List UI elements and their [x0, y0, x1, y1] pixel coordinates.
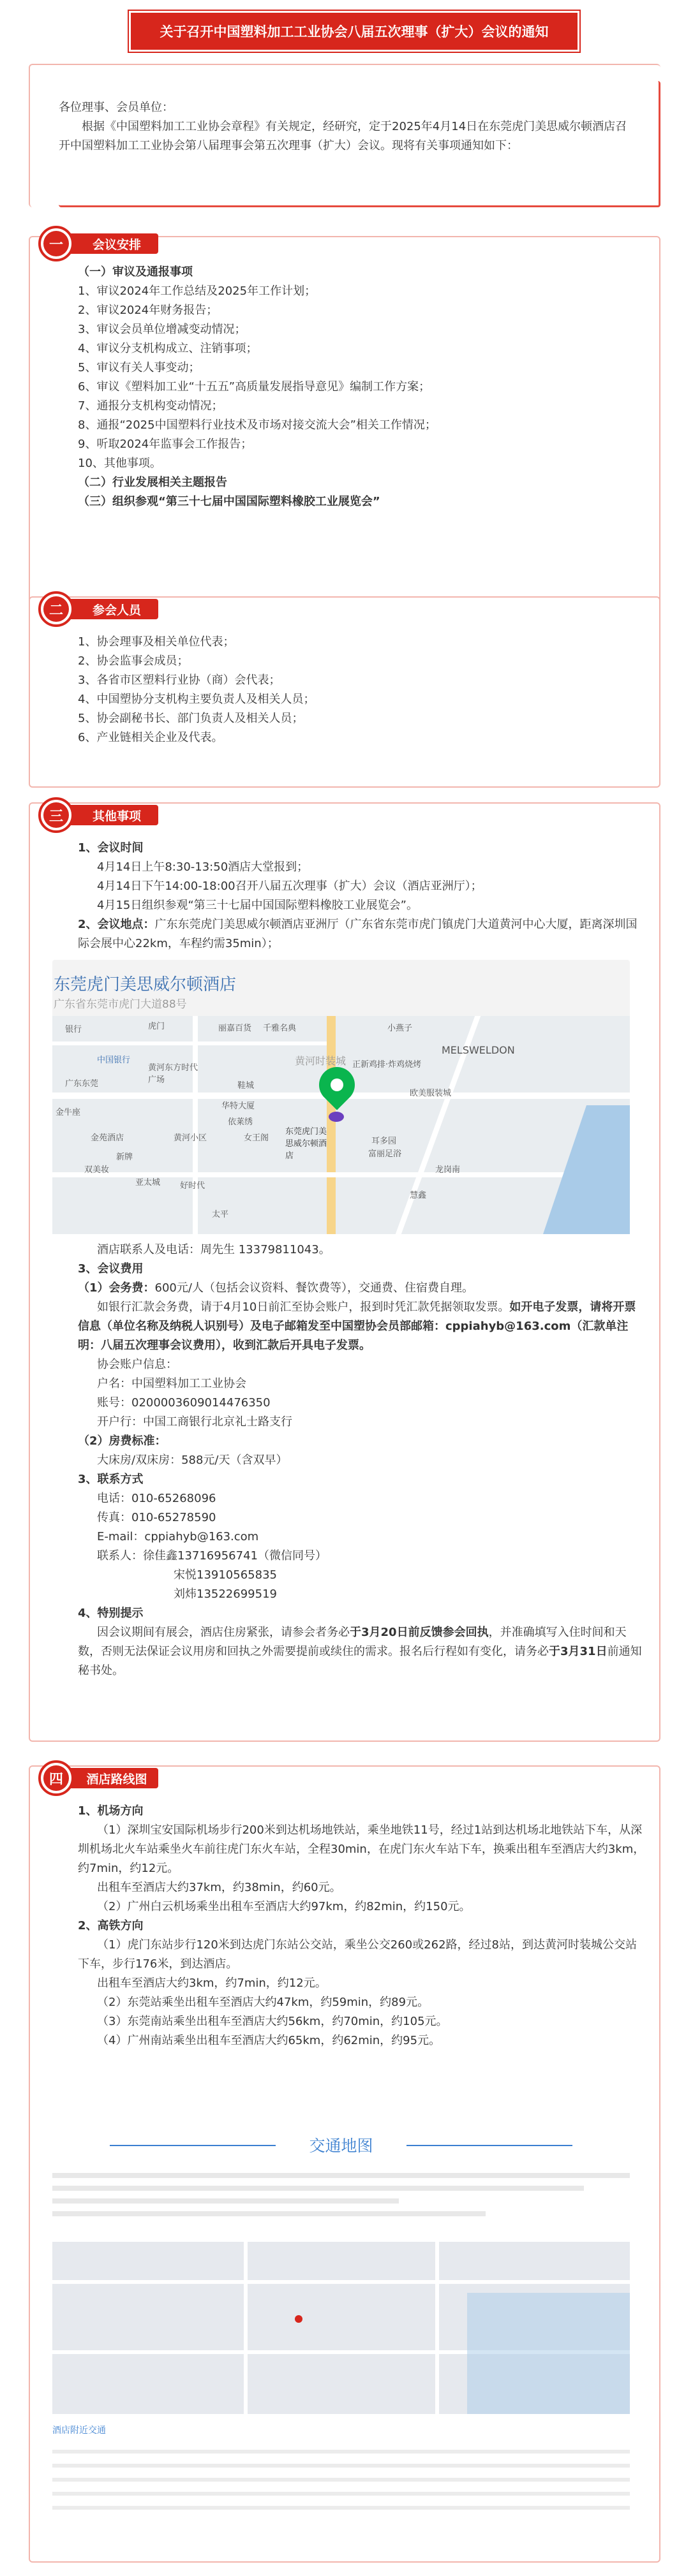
list-item: 1、协会理事及相关单位代表；: [78, 635, 235, 649]
map-poi: 新牌: [116, 1152, 133, 1162]
traffic-table: [52, 2440, 630, 2542]
page-title: 关于召开中国塑料加工工业协会八届五次理事（扩大）会议的通知: [131, 13, 578, 50]
room-heading: （2）房费标准：: [78, 1434, 167, 1448]
account-title: 协会账户信息：: [97, 1358, 177, 1371]
map-address: 广东省东莞市虎门大道88号: [54, 998, 187, 1011]
traffic-map-title: 交通地图: [309, 2137, 373, 2155]
hotel-contact: 酒店联系人及电话：周先生 13379811043。: [97, 1243, 331, 1256]
map-marker-icon: [295, 2315, 302, 2323]
map-poi: 好时代: [180, 1181, 205, 1191]
account-name: 户名：中国塑料加工工业协会: [97, 1377, 246, 1390]
route-item: （1）虎门东站步行120米到达虎门东站公交站，乘坐公交260或262路，经过8站，到达黄河时装城公交站下车，步行176米，到达酒店。: [78, 1938, 637, 1971]
section-other-matters: [29, 802, 660, 1742]
contact-person: 刘炜13522699519: [174, 1587, 277, 1601]
route-item: （4）广州南站乘坐出租车至酒店大约65km，约62min，约95元。: [97, 2034, 441, 2047]
section-attendees: [29, 596, 660, 788]
remit-info: 如银行汇款会务费，请于4月10日前汇至协会账户，报到时凭汇款凭据领取发票。如开电子发票，请将开票信息（单位名称及纳税人识别号）及电子邮箱发至中国塑协会员部邮箱：cppiahyb@163.com（汇款单注明：八届五次理事会议费用），收到汇款后开具电子发票。: [78, 1300, 636, 1352]
section-4-header: [38, 1765, 179, 1791]
map-poi: 东莞虎门美思威尔顿酒店: [285, 1127, 327, 1161]
sub-heading: 3、会议费用: [78, 1262, 144, 1276]
account-number: 账号：0200003609014476350: [97, 1396, 271, 1409]
list-item: 1、审议2024年工作总结及2025年工作计划；: [78, 284, 317, 298]
route-item: 出租车至酒店大约3km，约7min，约12元。: [97, 1976, 327, 1990]
section-number-badge: 三: [38, 797, 74, 833]
list-item: 7、通报分支机构变动情况；: [78, 399, 223, 413]
section-3-header: [38, 802, 179, 828]
email[interactable]: E-mail：cppiahyb@163.com: [97, 1530, 259, 1543]
map-hotel-name: 东莞虎门美思威尔顿酒店: [54, 975, 237, 994]
intro-card: [29, 64, 660, 207]
map-poi: 鞋城: [237, 1081, 255, 1091]
route-item: （2）东莞站乘坐出租车至酒店大约47km，约59min，约89元。: [97, 1996, 429, 2009]
map-tiles: [52, 1016, 630, 1234]
section-label: 酒店路线图: [63, 1768, 158, 1788]
list-item: 2、协会监事会成员；: [78, 654, 189, 668]
sub-heading: 4、特别提示: [78, 1607, 144, 1620]
sub-heading: （一）审议及通报事项: [78, 265, 193, 279]
sub-heading: （二）行业发展相关主题报告: [78, 476, 227, 489]
time-item: 4月15日组织参观“第三十七届中国国际塑料橡胶工业展览会”。: [97, 899, 419, 912]
map-poi: 虎门: [148, 1022, 165, 1031]
map-poi: MELSWELDON: [442, 1044, 515, 1056]
section-number-badge: 四: [38, 1760, 74, 1796]
list-item: 2、审议2024年财务报告；: [78, 304, 218, 317]
route-item: 出租车至酒店大约37km，约38min，约60元。: [97, 1881, 341, 1894]
fax: 传真：010-65278590: [97, 1511, 216, 1524]
map-poi: 银行: [65, 1025, 82, 1034]
telephone: 电话：010-65268096: [97, 1492, 216, 1505]
list-item: 6、产业链相关企业及代表。: [78, 731, 223, 744]
section-hotel-route: [29, 1765, 660, 2563]
room-rate: 大床房/双床房：588元/天（含双早）: [97, 1454, 288, 1467]
section-label: 会议安排: [63, 233, 158, 254]
list-item: 5、审议有关人事变动；: [78, 361, 200, 374]
map-poi: 女王阁: [244, 1133, 269, 1143]
section-number-badge: 二: [38, 591, 74, 627]
list-item: 6、审议《塑料加工业“十五五”高质量发展指导意见》编制工作方案；: [78, 380, 431, 394]
sub-heading: 1、机场方向: [78, 1804, 144, 1818]
section-meeting-arrangement: [29, 236, 660, 631]
map-poi: 亚太城: [135, 1178, 161, 1188]
map-poi: 黄河小区: [174, 1133, 207, 1143]
map-poi: 耳多园: [371, 1137, 397, 1146]
map-poi: 金牛座: [56, 1108, 81, 1117]
intro-body: 根据《中国塑料加工工业协会章程》有关规定，经研究，定于2025年4月14日在东莞虎门美思威尔顿酒店召开中国塑料加工工业协会第八届理事会第五次理事（扩大）会议。现将有关事项通知如下：: [59, 120, 627, 152]
map-poi: 双美妆: [84, 1165, 110, 1175]
sub-heading: 3、联系方式: [78, 1473, 144, 1486]
map-poi: 慧鑫: [410, 1191, 427, 1200]
list-item: 9、听取2024年监事会工作报告；: [78, 438, 253, 451]
venue: 2、会议地点：广东东莞虎门美思威尔顿酒店亚洲厅（广东省东莞市虎门镇虎门大道黄河中心大厦，距离深圳国际会展中心22km，车程约需35min）；: [78, 918, 638, 950]
map-poi: 黄河东方时代广场: [148, 1063, 198, 1085]
map-poi: 广东东莞: [65, 1079, 99, 1089]
sub-heading: （三）组织参观“第三十七届中国国际塑料橡胶工业展览会”: [78, 495, 380, 508]
sub-heading: 1、会议时间: [78, 841, 144, 855]
route-item: （3）东莞南站乘坐出租车至酒店大约56km，约70min，约105元。: [97, 2015, 448, 2028]
list-item: 3、各省市区塑料行业协（商）会代表；: [78, 673, 281, 687]
map-poi: 金苑酒店: [91, 1133, 124, 1143]
fee-line: （1）会务费：600元/人（包括会议资料、餐饮费等），交通费、住宿费自理。: [78, 1281, 473, 1295]
section-label: 其他事项: [63, 805, 158, 825]
map-poi: 富丽足浴: [368, 1149, 402, 1159]
time-item: 4月14日下午14:00-18:00召开八届五次理事（扩大）会议（酒店亚洲厅）；: [97, 880, 482, 893]
traffic-map[interactable]: [52, 2127, 630, 2554]
time-item: 4月14日上午8:30-13:50酒店大堂报到；: [97, 860, 309, 874]
map-poi: 华特大厦: [221, 1101, 255, 1111]
section-1-header: [38, 231, 179, 256]
list-item: 5、协会副秘书长、部门负责人及相关人员；: [78, 712, 304, 725]
account-bank: 开户行：中国工商银行北京礼士路支行: [97, 1415, 292, 1429]
map-poi: 千雅名典: [263, 1024, 297, 1033]
special-tip: 因会议期间有展会，酒店住房紧张，请参会者务必于3月20日前反馈参会回执，并准确填写入住时间和天数，否则无法保证会议用房和回执之外需要提前或续住的需求。报名后行程如有变化，请务必于3月31日前通知秘书处。: [78, 1626, 642, 1677]
map-poi: 正新鸡排·炸鸡烧烤: [352, 1060, 422, 1070]
contact-person: 联系人：徐佳鑫13716956741（微信同号）: [97, 1549, 327, 1563]
map-poi: 欧美服装城: [410, 1089, 452, 1098]
map-poi: 小燕子: [387, 1024, 413, 1033]
section-label: 参会人员: [63, 599, 158, 619]
section-2-header: [38, 596, 179, 622]
map-pin-base-icon: [329, 1112, 344, 1122]
list-item: 8、通报“2025中国塑料行业技术及市场对接交流大会”相关工作情况；: [78, 418, 436, 432]
list-item: 4、审议分支机构成立、注销事项；: [78, 342, 258, 355]
traffic-footer-title: 酒店附近交通: [52, 2425, 106, 2436]
contact-person: 宋悦13910565835: [174, 1568, 277, 1582]
section-number-badge: 一: [38, 226, 74, 261]
map-poi: 黄河时装城: [295, 1055, 347, 1067]
map-poi: 依莱绣: [228, 1117, 253, 1127]
map-poi: 丽嘉百货: [218, 1024, 252, 1033]
list-item: 4、中国塑协分支机构主要负责人及相关人员；: [78, 693, 315, 706]
route-item: （2）广州白云机场乘坐出租车至酒店大约97km，约82min，约150元。: [97, 1900, 471, 1913]
traffic-notes: [52, 2165, 630, 2242]
list-item: 10、其他事项。: [78, 457, 161, 470]
traffic-map-image: [52, 2242, 630, 2414]
sub-heading: 2、高铁方向: [78, 1919, 144, 1932]
salutation: 各位理事、会员单位：: [59, 101, 174, 114]
hotel-map[interactable]: [52, 960, 630, 1234]
list-item: 3、审议会员单位增减变动情况；: [78, 323, 246, 336]
map-poi: 龙岗南: [435, 1165, 461, 1175]
route-item: （1）深圳宝安国际机场步行200米到达机场地铁站，乘坐地铁11号，经过1站到达机场北地铁站下车，从深圳机场北火车站乘坐火车前往虎门东火车站，全程30min，在虎门东火车站下车，换乘出租车至酒店大约3km，约7min，约12元。: [78, 1823, 645, 1875]
map-poi: 中国银行: [97, 1056, 131, 1065]
map-poi: 太平: [212, 1210, 229, 1219]
